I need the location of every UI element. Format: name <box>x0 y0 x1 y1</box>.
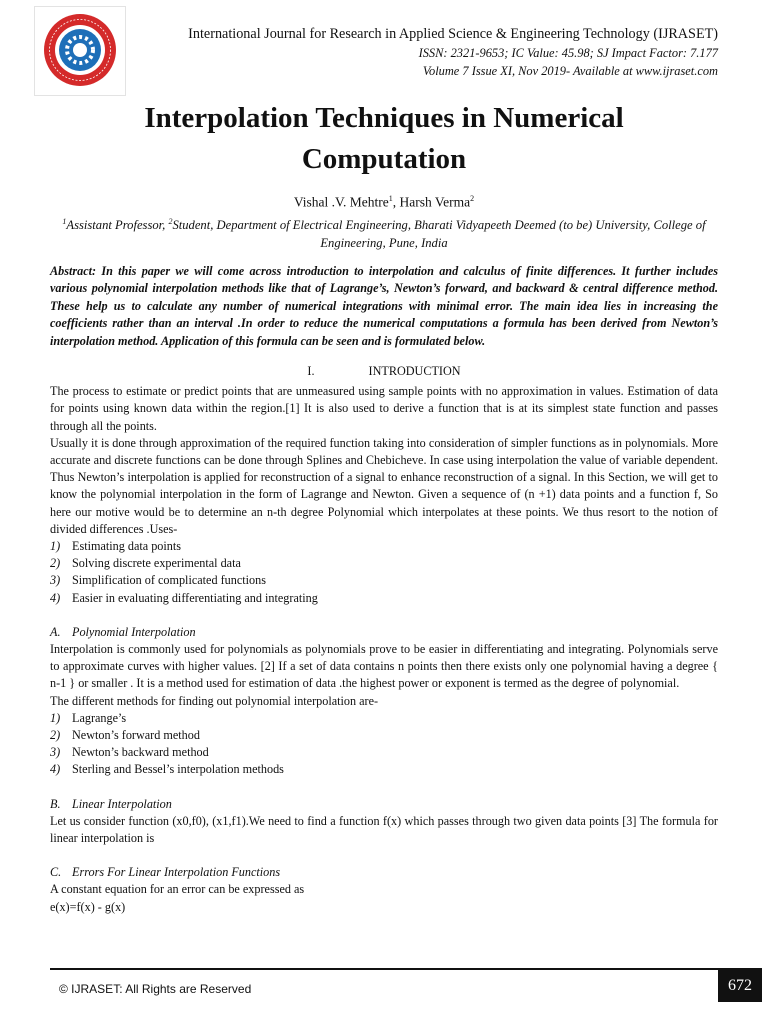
footer-divider <box>50 968 718 970</box>
subsection-letter: B. <box>50 796 61 811</box>
list-text: Sterling and Bessel’s interpolation methods <box>72 762 284 777</box>
uses-list <box>50 538 718 607</box>
title-line-2: Computation <box>301 143 467 175</box>
subsection-heading-b <box>50 796 718 813</box>
list-item <box>50 744 718 761</box>
author-2: Harsh Verma <box>399 194 471 210</box>
section-a-paragraph-2: The different methods for finding out polynomial interpolation are- <box>50 693 379 708</box>
journal-name: International Journal for Research in Applied Science & Engineering Technology (IJRASET) <box>188 26 718 42</box>
author-2-sup: 2 <box>470 194 475 203</box>
list-number: 4) <box>50 590 61 605</box>
list-text: Solving discrete experimental data <box>72 556 241 571</box>
list-text: Easier in evaluating differentiating and integrating <box>72 590 318 605</box>
paper-body <box>50 363 718 916</box>
intro-paragraph-1: The process to estimate or predict points that are unmeasured using sample points with no approximation in values. Estimation of data for points using known data within the region.[1] It is also used to derive a function that is at its simplest state function and passes through all the points. <box>50 384 718 433</box>
section-number: I. <box>307 364 315 378</box>
page-number: 672 <box>718 968 762 1002</box>
author-1-sup: 1 <box>388 194 393 203</box>
list-number: 4) <box>50 762 61 777</box>
list-number: 2) <box>50 556 61 571</box>
list-number: 1) <box>50 539 61 554</box>
abstract: Abstract: In this paper we will come across introduction to interpolation and calculus of finite differences. It further includes various polynomial interpolation methods like that of Lagrange’s, Newton’s forward, and backward & central difference method. These help us to calculate any number of numerical integrations with minimal error. The main idea lies in increasing the coefficients rather than an interval .In order to reduce the numerical computations a formula has been derived from Newton’s interpolation method. Application of this formula can be seen and is formulated below. <box>50 264 718 348</box>
list-number: 3) <box>50 745 61 760</box>
subsection-title: Polynomial Interpolation <box>72 624 196 639</box>
list-item <box>50 590 718 607</box>
affil-sup-2: 2 <box>168 217 173 226</box>
subsection-heading-c <box>50 864 718 881</box>
intro-paragraph-2: Usually it is done through approximation of the required function taking into consideration of simpler functions as in polynomials. More accurate and discrete functions can be done through Splines and Chebicheve. In case using interpolation the value of variable dependent. Thus Newton’s interpolation is applied for reconstruction of a signal to enhance reconstruction of a signal. In this Section, we will get to know the polynomial interpolation in the form of Lagrange and Newton. Given a sequence of (n +1) data points and a function f, So here our motive would be to determine an n-th degree Polynomial which interpolates at these points. We thus resort to the notion of divided differences .Uses- <box>50 435 718 536</box>
list-item <box>50 727 718 744</box>
issn-line: ISSN: 2321-9653; IC Value: 45.98; SJ Impact Factor: 7.177 <box>418 46 718 60</box>
subsection-title: Errors For Linear Interpolation Functions <box>72 865 281 880</box>
title-line-1: Interpolation Techniques in Numerical <box>144 102 624 134</box>
affiliation <box>55 213 713 252</box>
subsection-title: Linear Interpolation <box>72 796 172 811</box>
subsection-heading-a <box>50 624 718 641</box>
list-number: 3) <box>50 573 61 588</box>
list-number: 1) <box>50 710 61 725</box>
author-list <box>0 194 768 211</box>
list-item <box>50 538 718 555</box>
list-text: Newton’s backward method <box>72 745 209 760</box>
section-a-paragraph-1: Interpolation is commonly used for polynomials as polynomials prove to be easier in differentiating and integrating. Polynomials serve to approximate curves with higher values. [2] If a set of data contains n points then there exists only one polynomial having a degree { n-1 } or smaller . It is a method used for estimation of data .the highest power or exponent is termed as the degree of polynomial. <box>50 642 718 691</box>
list-item <box>50 555 718 572</box>
subsection-letter: A. <box>50 624 61 639</box>
section-title: INTRODUCTION <box>368 364 461 378</box>
section-heading-introduction <box>50 363 718 380</box>
journal-logo <box>34 6 126 96</box>
list-item <box>50 710 718 727</box>
volume-line: Volume 7 Issue XI, Nov 2019- Available at www.ijraset.com <box>422 64 718 78</box>
list-text: Estimating data points <box>72 539 181 554</box>
list-text: Simplification of complicated functions <box>72 573 266 588</box>
list-number: 2) <box>50 728 61 743</box>
affil-part-1: Assistant Professor, <box>66 218 169 233</box>
list-text: Newton’s forward method <box>72 728 200 743</box>
section-b-paragraph-1: Let us consider function (x0,f0), (x1,f1).We need to find a function f(x) which passes through two given data points [3] The formula for linear interpolation is <box>50 813 718 846</box>
section-c-paragraph-1: A constant equation for an error can be expressed as <box>50 882 305 897</box>
author-separator: , <box>392 194 400 210</box>
paper-title <box>0 98 768 180</box>
methods-list <box>50 710 718 779</box>
list-item <box>50 761 718 778</box>
author-1: Vishal .V. Mehtre <box>293 194 389 210</box>
list-item <box>50 572 718 589</box>
affil-part-2: Student, Department of Electrical Engineering, Bharati Vidyapeeth Deemed (to be) University, College of Engineering, Pune, India <box>172 218 706 251</box>
section-c-equation: e(x)=f(x) - g(x) <box>50 899 126 914</box>
list-text: Lagrange’s <box>72 710 127 725</box>
subsection-letter: C. <box>50 865 62 880</box>
affil-sup-1: 1 <box>62 217 67 226</box>
copyright-notice: © IJRASET: All Rights are Reserved <box>59 982 252 996</box>
ijraset-seal-icon <box>35 7 125 95</box>
